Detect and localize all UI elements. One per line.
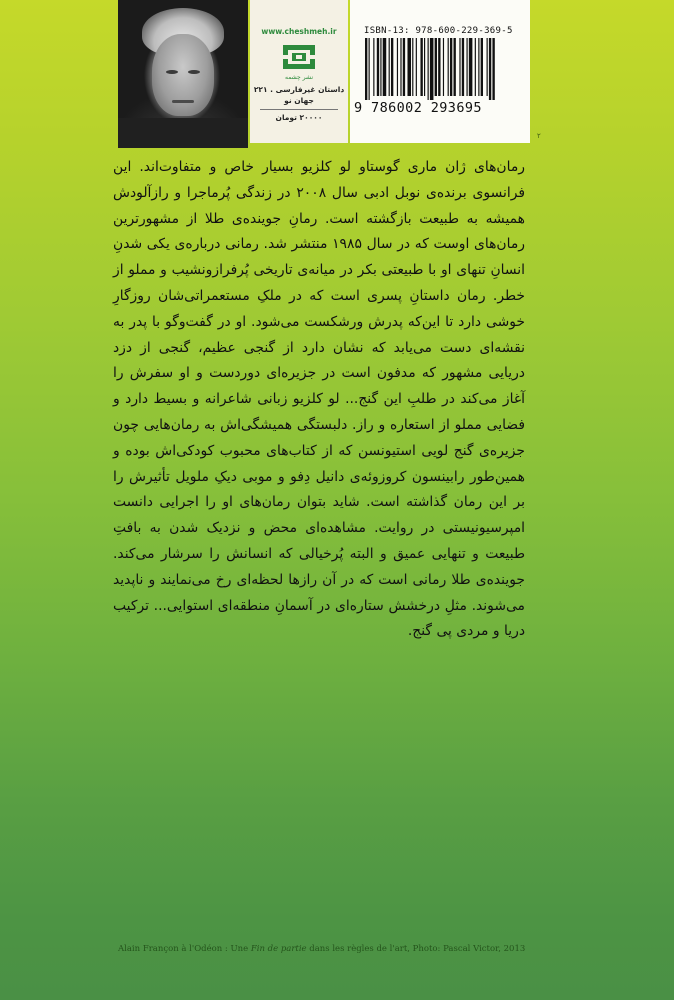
publisher-logo-caption: نشر چشمه bbox=[285, 74, 313, 81]
barcode-bar bbox=[466, 38, 467, 96]
barcode-bar bbox=[478, 38, 479, 96]
barcode-panel bbox=[350, 0, 530, 143]
barcode-bar bbox=[400, 38, 401, 96]
series-label: داستان غیرفارسی . ۲۲۱ bbox=[253, 85, 345, 94]
barcode-bar bbox=[450, 38, 452, 96]
barcode-bar bbox=[435, 38, 437, 96]
barcode-bar bbox=[365, 38, 367, 100]
barcode-bar bbox=[380, 38, 381, 96]
barcode-bar bbox=[459, 38, 460, 96]
barcode-bar bbox=[377, 38, 379, 96]
barcode-bar bbox=[443, 38, 444, 96]
price-divider bbox=[260, 109, 338, 110]
barcode-bar bbox=[389, 38, 390, 96]
author-mouth bbox=[172, 100, 194, 103]
author-face bbox=[152, 34, 214, 116]
barcode-bar bbox=[407, 38, 411, 96]
barcode-bar bbox=[448, 38, 449, 96]
author-eye-left bbox=[166, 70, 178, 74]
barcode-bar bbox=[487, 38, 488, 96]
publisher-panel bbox=[250, 0, 348, 143]
barcode-bar bbox=[412, 38, 413, 96]
barcode-bar bbox=[416, 38, 417, 96]
barcode-digits: 9 786002 293695 bbox=[354, 100, 482, 116]
isbn-label: ISBN-13: 978-600-229-369-5 bbox=[364, 26, 513, 36]
cheshmeh-logo-icon bbox=[279, 42, 319, 72]
barcode-bar bbox=[373, 38, 374, 96]
barcode-bar bbox=[428, 38, 429, 100]
barcode-bar bbox=[438, 38, 440, 96]
author-photo bbox=[118, 0, 248, 143]
barcode-bar bbox=[369, 38, 370, 100]
barcode-bar bbox=[383, 38, 387, 96]
barcode-bar bbox=[430, 38, 434, 100]
barcode-bar bbox=[420, 38, 422, 96]
barcode-bar bbox=[469, 38, 473, 96]
photo-credit-title: Fin de partie bbox=[250, 944, 307, 954]
barcode-bar bbox=[397, 38, 398, 96]
spine-mark: ۲ bbox=[537, 132, 541, 140]
barcode-graphic bbox=[364, 38, 520, 100]
barcode-bar bbox=[403, 38, 405, 96]
photo-credit-prefix: Alain Françon à l'Odéon : Une bbox=[118, 944, 251, 954]
barcode-bar bbox=[481, 38, 483, 96]
barcode-bar bbox=[424, 38, 425, 96]
barcode-bar bbox=[391, 38, 393, 96]
author-shirt bbox=[118, 118, 248, 148]
photo-credit-suffix: dans les règles de l'art, Photo: Pascal Victor, 2013 bbox=[306, 944, 526, 954]
barcode-bar bbox=[462, 38, 464, 96]
barcode-bar bbox=[475, 38, 476, 96]
author-eye-right bbox=[188, 70, 200, 74]
barcode-bar bbox=[492, 38, 494, 100]
price-label: ۲۰۰۰۰ تومان bbox=[275, 113, 323, 122]
barcode-bar bbox=[489, 38, 491, 100]
back-cover-blurb: رمان‌های ژان ماری گوستاو لو کلزیو بسیار خاص و متفاوت‌اند. این فرانسوی برنده‌ی نوبل ادبی سال ۲۰۰۸ در زندگی پُرماجرا و رازآلودش همیشه به طبیعت بازگشته است. رمانِ جوینده‌ی طلا از مشهورترین رمان‌های اوست که در سال ۱۹۸۵ منتشر شد. رمانی درباره‌ی یکی شدنِ انسانِ تنهای او با طبیعتی بکر در میانه‌ی تاریخی پُرفرازونشیب و مملو از خطر. رمان داستانِ پسری است که در ملکِ مستعمراتی‌شان روزگارِ خوشی دارد تا این‌که پدرش ورشکست می‌شود. او در گفت‌وگو با پدر به نقشه‌ای دست می‌یابد که نشان دارد از گنجی عظیم، گنجی از دزد دریایی مشهور که مدفون است در جزیره‌ای دوردست و او سفرش را آغاز می‌کند در طلبِ این گنج... لو کلزیو زبانی شاعرانه و بسیط دارد و فضایی مملو از استعاره و راز. دلبستگی همیشگی‌اش به رمان‌هایی چون جزیره‌ی گنج لویی استیونسن که از کتاب‌های محبوب کودکی‌اش بوده و همین‌طور رابینسون کروزوئه‌ی دانیل دِفو و موبی دیکِ ملویل تأثیرش را بر این رمان گذاشته است. شاید بتوان رمان‌های او را اجرایی دانست امپرسیونیستی در روایت. مشاهده‌ای محض و نزدیک شدن به بافتِ طبیعت و تنهایی عمیق و البته پُرخیالی که انسانش را سرشار می‌کند. جوینده‌ی طلا رمانی است که در آن رازها لحظه‌ای رخ می‌نمایند و ناپدید می‌شوند. مثلِ درخشش ستاره‌ای در آسمانِ منطقه‌ای استوایی... ترکیب دریا و مردی پی گنج. bbox=[113, 159, 525, 640]
barcode-bar bbox=[454, 38, 456, 96]
publisher-website: www.cheshmeh.ir bbox=[261, 27, 337, 36]
subseries-label: جهان نو bbox=[284, 96, 314, 105]
photo-credit bbox=[118, 944, 558, 954]
